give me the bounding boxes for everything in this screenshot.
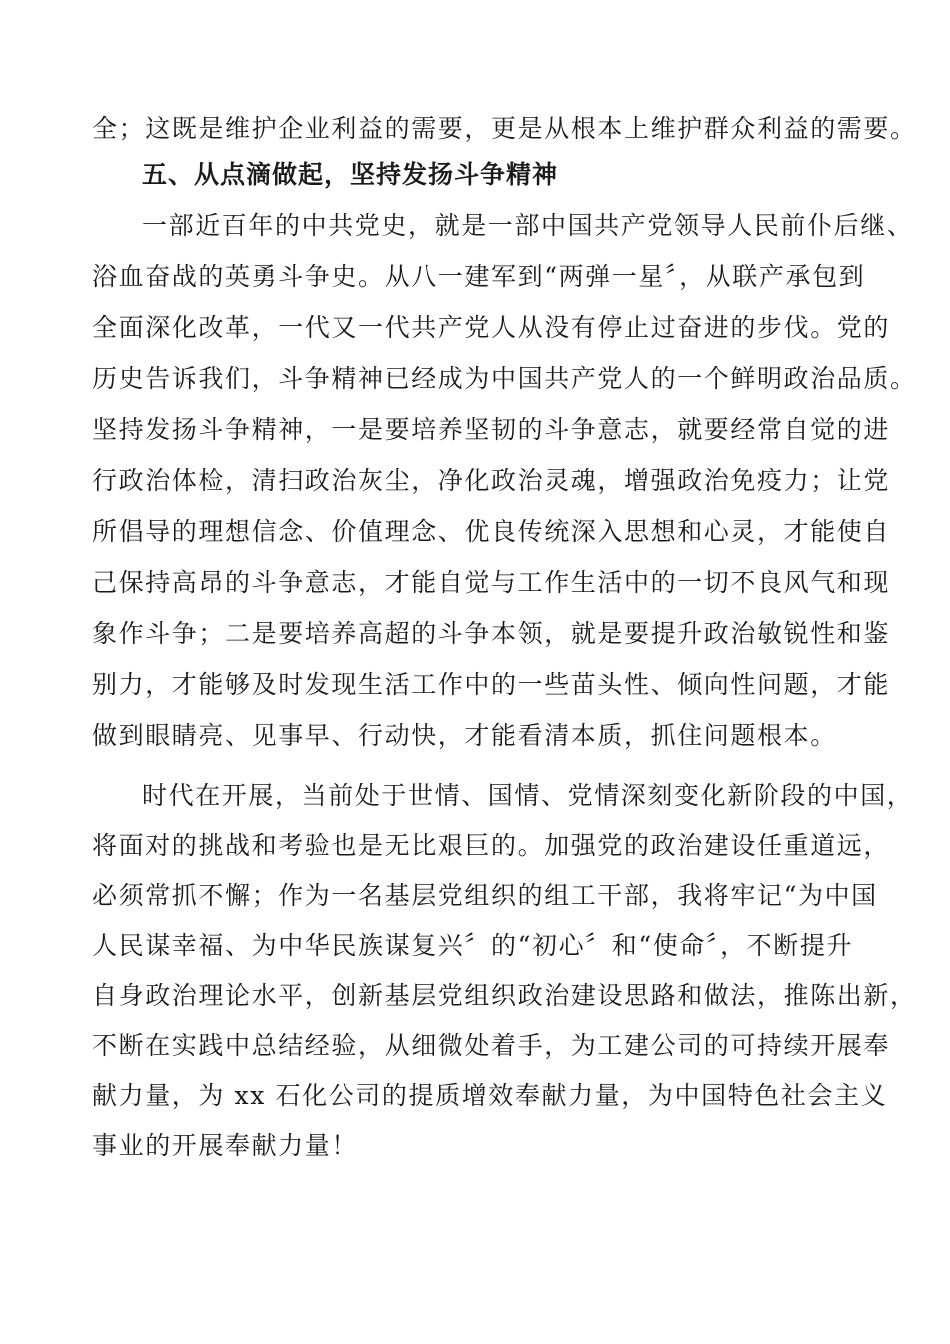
paragraph-line: 坚持发扬斗争精神，一是要培养坚韧的斗争意志，就要经常自觉的进 (92, 415, 891, 444)
paragraph-line: 自身政治理论水平，创新基层党组织政治建设思路和做法，推陈出新， (92, 981, 917, 1010)
paragraph-line: 人民谋幸福、为中华民族谋复兴〞的“初心〞和“使命〞，不断提升 (92, 931, 854, 960)
paragraph-line: 不断在实践中总结经验，从细微处着手，为工建公司的可持续开展奉 (92, 1031, 891, 1060)
paragraph-line: 必须常抓不懈；作为一名基层党组织的组工干部，我将牢记“为中国 (92, 881, 878, 910)
paragraph-line: 一部近百年的中共党史，就是一部中国共产党领导人民前仆后继、 (142, 211, 914, 240)
paragraph-line: 做到眼睛亮、见事早、行动快，才能看清本质，抓住问题根本。 (92, 721, 837, 750)
paragraph-line: 所倡导的理想信念、价值理念、优良传统深入思想和心灵，才能使自 (92, 517, 891, 546)
paragraph-line: 行政治体检，清扫政治灰尘，净化政治灵魂，增强政治免疫力；让党 (92, 466, 891, 495)
paragraph-line: 事业的开展奉献力量！ (92, 1131, 359, 1160)
paragraph-line: 己保持高昂的斗争意志，才能自觉与工作生活中的一切不良风气和现 (92, 568, 891, 597)
paragraph-line: 将面对的挑战和考验也是无比艰巨的。加强党的政治建设任重道远， (92, 831, 891, 860)
paragraph-line: 全；这既是维护企业利益的需要，更是从根本上维护群众利益的需要。 (92, 114, 917, 143)
paragraph-line: 时代在开展，当前处于世情、国情、党情深刻变化新阶段的中国， (142, 781, 914, 810)
paragraph-line: 历史告诉我们，斗争精神已经成为中国共产党人的一个鲜明政治品质。 (92, 364, 917, 393)
paragraph-line: 象作斗争；二是要培养高超的斗争本领，就是要提升政治敏锐性和鉴 (92, 619, 891, 648)
paragraph-line: 别力，才能够及时发现生活工作中的一些苗头性、倾向性问题，才能 (92, 670, 891, 699)
section-heading: 五、从点滴做起，坚持发扬斗争精神 (142, 160, 559, 189)
paragraph-line: 全面深化改革，一代又一代共产党人从没有停止过奋进的步伐。党的 (92, 313, 891, 342)
paragraph-line: 献力量，为 xx 石化公司的提质增效奉献力量，为中国特色社会主义 (92, 1081, 888, 1110)
paragraph-line: 浴血奋战的英勇斗争史。从八一建军到“两弹一星〞，从联产承包到 (92, 262, 866, 291)
